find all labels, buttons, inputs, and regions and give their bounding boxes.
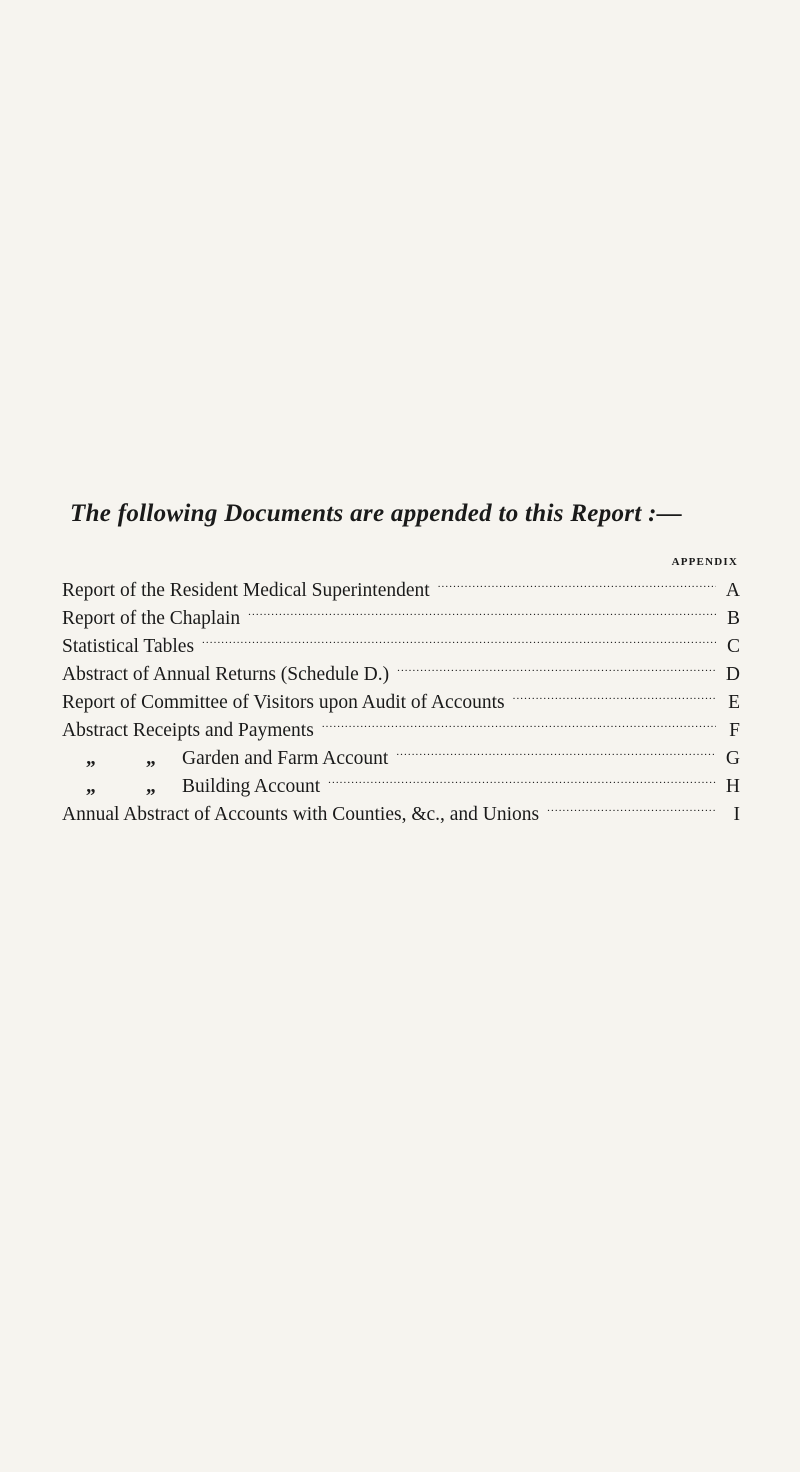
appendix-letter: H: [725, 776, 740, 797]
ditto-mark: „: [146, 776, 156, 797]
entry-title: Report of the Chaplain: [62, 608, 241, 629]
appendix-letter: C: [726, 636, 740, 657]
ditto-marks: [62, 745, 182, 773]
dot-leader: [547, 792, 716, 820]
appendix-letter: D: [725, 664, 740, 685]
entry-title: Report of Committee of Visitors upon Audit of Accounts: [62, 692, 505, 713]
entry-title: Building Account: [182, 776, 321, 797]
dot-leader: [438, 568, 716, 596]
ditto-marks: [62, 773, 182, 801]
dot-leader: [322, 708, 716, 736]
dot-leader: [513, 680, 716, 708]
ditto-mark: „: [146, 748, 156, 769]
entry-title: Garden and Farm Account: [182, 748, 389, 769]
page-heading: The following Documents are appended to this Report :—: [70, 500, 683, 527]
ditto-mark: „: [86, 748, 96, 769]
dot-leader: [202, 624, 716, 652]
appendix-letter: B: [726, 608, 740, 629]
entry-title: Statistical Tables: [62, 636, 195, 657]
appendix-letter: G: [725, 748, 740, 769]
dot-leader: [248, 596, 716, 624]
appendix-letter: I: [733, 804, 740, 825]
appendix-letter: F: [729, 720, 740, 741]
ditto-mark: „: [86, 776, 96, 797]
entry-title: Annual Abstract of Accounts with Counties, &c., and Unions: [62, 804, 540, 825]
entry-title: Abstract Receipts and Payments: [62, 720, 314, 741]
list-item: [62, 568, 740, 601]
entry-title: Abstract of Annual Returns (Schedule D.): [62, 664, 390, 685]
entry-title: Report of the Resident Medical Superintendent: [62, 580, 430, 601]
dot-leader: [397, 652, 716, 680]
appendix-letter: A: [725, 580, 740, 601]
appendix-letter: E: [728, 692, 740, 713]
appendix-column-label: APPENDIX: [671, 556, 738, 568]
dot-leader: [328, 764, 716, 792]
appendix-list: [62, 568, 740, 825]
dot-leader: [396, 736, 716, 764]
